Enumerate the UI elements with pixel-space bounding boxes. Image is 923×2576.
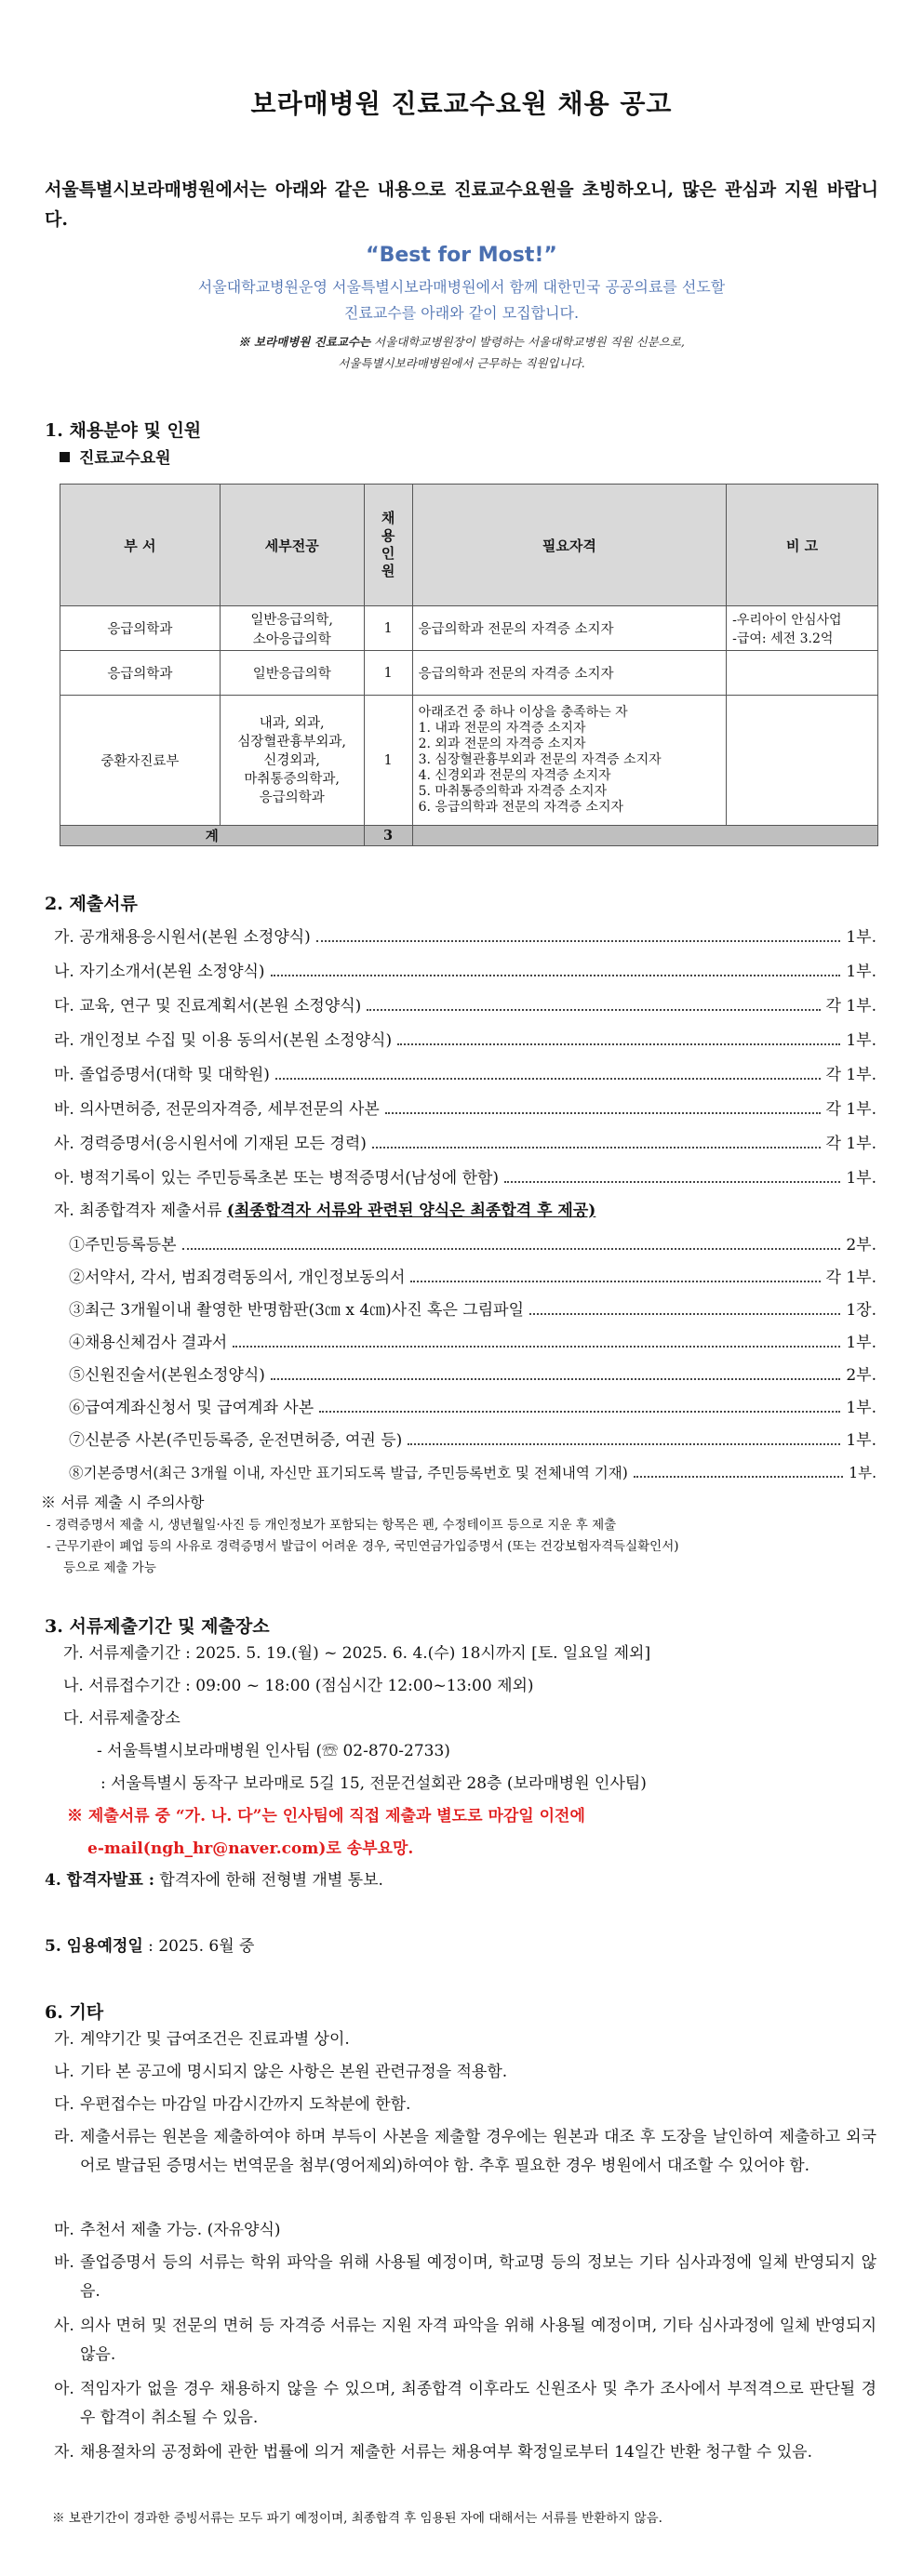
list-item xyxy=(69,1233,876,1257)
item-qty: 각 1부. xyxy=(825,1066,876,1084)
recruit-message-line-1: 서울대학교병원운영 서울특별시보라매병원에서 함께 대한민국 공공의료를 선도할 xyxy=(197,278,726,296)
item-text: 적임자가 없을 경우 채용하지 않을 수 있으며, 최종합격 이후라도 신원조사 및 추가 조사에서 부적격으로 판단될 경우 합격이 취소될 수 있음. xyxy=(80,2380,876,2427)
item-qty: 2부. xyxy=(846,1366,876,1385)
item-label: 가. 공개채용응시원서(본원 소정양식) xyxy=(54,928,311,947)
dot-leader xyxy=(634,1461,843,1478)
section-4-heading: 4. 합격자발표 : xyxy=(45,1871,154,1890)
email-notice-line-2: e-mail(ngh_hr@naver.com)로 송부요망. xyxy=(87,1839,414,1858)
section-5 xyxy=(45,1934,254,1959)
final-docs-heading xyxy=(54,1199,595,1224)
item-label: ③최근 3개월이내 촬영한 반명함판(3㎝ x 4㎝)사진 혹은 그림파일 xyxy=(69,1301,524,1320)
table-header-row xyxy=(60,485,878,606)
item-label: ②서약서, 각서, 범죄경력동의서, 개인정보동의서 xyxy=(69,1268,406,1287)
item-label: ①주민등록등본 xyxy=(69,1236,177,1255)
list-item xyxy=(69,1266,876,1290)
item-text: 제출서류는 원본을 제출하여야 하며 부득이 사본을 제출할 경우에는 원본과 대조 후 도장을 날인하여 제출하고 외국어로 발급된 증명서는 번역문을 첨부(영어제외)하여야 함. 추후 필요한 경우 병원에서 대조할 수 있어야 함. xyxy=(80,2128,876,2175)
item-key: 라. xyxy=(54,2128,74,2146)
caution-line-1: - 경력증명서 제출 시, 생년월일·사진 등 개인정보가 포함되는 항목은 펜, 수정테이프 등으로 지운 후 제출 xyxy=(47,1518,617,1533)
dot-leader xyxy=(316,925,841,942)
cell-count: 1 xyxy=(364,651,412,696)
caution-line-2: - 근무기관이 폐업 등의 사유로 경력증명서 발급이 어려운 경우, 국민연금가입증명서 (또는 건강보험자격득실확인서) xyxy=(47,1539,679,1554)
item-label: ④채용신체검사 결과서 xyxy=(69,1334,228,1352)
item-label: 마. 졸업증명서(대학 및 대학원) xyxy=(54,1066,270,1084)
dot-leader xyxy=(385,1097,821,1114)
table-row xyxy=(60,651,878,696)
final-docs-label: 자. 최종합격자 제출서류 xyxy=(54,1202,227,1220)
cell-qualification: 응급의학과 전문의 자격증 소지자 xyxy=(412,606,727,651)
cell-major: 일반응급의학 xyxy=(220,651,364,696)
section-5-text: : 2025. 6월 중 xyxy=(142,1937,255,1956)
item-label: 사. 경력증명서(응시원서에 기재된 모든 경력) xyxy=(54,1135,367,1153)
page-title: 보라매병원 진료교수요원 채용 공고 xyxy=(250,88,673,119)
reception-hours: 나. 서류접수기간 : 09:00 ~ 18:00 (점심시간 12:00~13:00 제외) xyxy=(63,1677,534,1695)
list-item xyxy=(54,2216,876,2245)
subheading-label: 진료교수요원 xyxy=(79,449,171,468)
item-qty: 2부. xyxy=(846,1236,876,1255)
item-qty: 각 1부. xyxy=(825,1135,876,1153)
list-item xyxy=(54,2375,876,2433)
dot-leader xyxy=(271,960,841,976)
item-text: 추천서 제출 가능. (자유양식) xyxy=(80,2221,281,2239)
list-item xyxy=(69,1428,876,1453)
list-item xyxy=(54,925,876,949)
total-count: 3 xyxy=(364,826,412,846)
list-item xyxy=(54,1166,876,1190)
list-item xyxy=(54,994,876,1018)
item-text: 계약기간 및 급여조건은 진료과별 상이. xyxy=(80,2030,350,2049)
list-item xyxy=(69,1331,876,1355)
submission-place-2: : 서울특별시 동작구 보라매로 5길 15, 전문건설회관 28층 (보라매병원 인사팀) xyxy=(100,1774,647,1793)
item-text: 우편접수는 마감일 마감시간까지 도착분에 한함. xyxy=(80,2095,411,2114)
slogan: “Best for Most!” xyxy=(366,244,557,267)
list-item xyxy=(54,2091,876,2119)
item-text: 의사 면허 및 전문의 면허 등 자격증 서류는 지원 자격 파악을 위해 사용될 예정이며, 기타 심사과정에 일체 반영되지 않음. xyxy=(80,2317,876,2364)
item-qty: 각 1부. xyxy=(825,1100,876,1119)
item-key: 가. xyxy=(54,2030,74,2049)
item-qty: 1부. xyxy=(846,1399,876,1417)
item-key: 아. xyxy=(54,2380,74,2398)
item-qty: 1부. xyxy=(846,1169,876,1188)
header-note: 비 고 xyxy=(727,485,878,606)
item-label: 라. 개인정보 수집 및 이용 동의서(본원 소정양식) xyxy=(54,1031,393,1050)
section-2-heading: 2. 제출서류 xyxy=(45,894,138,914)
dot-leader xyxy=(233,1331,840,1348)
status-note-rest: 서울대학교병원장이 발령하는 서울대학교병원 직원 신분으로, xyxy=(370,335,685,349)
dot-leader xyxy=(271,1363,840,1380)
final-docs-note: (최종합격자 서류와 관련된 양식은 최종합격 후 제공) xyxy=(226,1202,596,1220)
item-qty: 각 1부. xyxy=(825,997,876,1016)
item-label: ⑤신원진술서(본원소정양식) xyxy=(69,1366,265,1385)
item-qty: 1부. xyxy=(846,1031,876,1050)
item-key: 다. xyxy=(54,2095,74,2114)
submission-period: 가. 서류제출기간 : 2025. 5. 19.(월) ~ 2025. 6. 4.(수) 18시까지 [토. 일요일 제외] xyxy=(63,1644,651,1663)
section-5-heading: 5. 임용예정일 xyxy=(45,1937,143,1956)
list-item xyxy=(69,1298,876,1322)
caution-line-3: 등으로 제출 가능 xyxy=(63,1560,156,1575)
cell-count: 1 xyxy=(364,606,412,651)
status-note-bold: ※ 보라매병원 진료교수는 xyxy=(238,335,371,349)
item-qty: 1부. xyxy=(846,1334,876,1352)
intro-paragraph: 서울특별시보라매병원에서는 아래와 같은 내용으로 진료교수요원을 초빙하오니, 많은 관심과 지원 바랍니다. xyxy=(45,179,878,230)
cell-qualification: 아래조건 중 하나 이상을 충족하는 자 1. 내과 전문의 자격증 소지자 2. 외과 전문의 자격증 소지자 3. 심장혈관흉부외과 전문의 자격증 소지자 4. 신경외과 전문의 자격증 소지자 5. 마취통증의학과 자격증 소지자 6. 응급의학과 전문의 자격증 소지자 xyxy=(412,696,727,826)
header-count: 채 용 인 원 xyxy=(364,485,412,606)
item-label: ⑦신분증 사본(주민등록증, 운전면허증, 여권 등) xyxy=(69,1431,403,1450)
cell-note: -우리아이 안심사업 -급여: 세전 3.2억 xyxy=(727,606,878,651)
list-item xyxy=(54,1097,876,1122)
header-qualification: 필요자격 xyxy=(412,485,727,606)
header-major: 세부전공 xyxy=(220,485,364,606)
list-item xyxy=(54,2123,876,2181)
cell-dept: 응급의학과 xyxy=(60,606,221,651)
section-4-text: 합격자에 한해 전형별 개별 통보. xyxy=(154,1871,383,1890)
item-key: 바. xyxy=(54,2253,74,2272)
item-label: 아. 병적기록이 있는 주민등록초본 또는 병적증명서(남성에 한함) xyxy=(54,1169,500,1188)
item-key: 자. xyxy=(54,2443,74,2462)
item-key: 사. xyxy=(54,2317,74,2335)
item-key: 마. xyxy=(54,2221,74,2239)
dot-leader xyxy=(182,1233,841,1250)
list-item xyxy=(54,2312,876,2370)
list-item xyxy=(54,2249,876,2306)
section-6-heading: 6. 기타 xyxy=(45,2002,104,2023)
item-qty: 각 1부. xyxy=(825,1268,876,1287)
status-note-line-1 xyxy=(0,333,923,350)
total-blank xyxy=(412,826,877,846)
item-label: ⑧기본증명서(최근 3개월 이내, 자신만 표기되도록 발급, 주민등록번호 및 전체내역 기재) xyxy=(69,1465,628,1481)
recruit-message-line-2: 진료교수를 아래와 같이 모집합니다. xyxy=(343,304,580,322)
list-item xyxy=(69,1461,876,1485)
dot-leader xyxy=(372,1132,821,1149)
square-bullet-icon xyxy=(60,452,70,462)
list-item xyxy=(54,2058,876,2087)
footnote: ※ 보관기간이 경과한 증빙서류는 모두 파기 예정이며, 최종합격 후 임용된 자에 대해서는 서류를 반환하지 않음. xyxy=(52,2511,662,2526)
table-row xyxy=(60,696,878,826)
cell-note xyxy=(727,696,878,826)
cell-count: 1 xyxy=(364,696,412,826)
caution-title: ※ 서류 제출 시 주의사항 xyxy=(41,1494,205,1511)
cell-note xyxy=(727,651,878,696)
dot-leader xyxy=(275,1063,821,1080)
dot-leader xyxy=(504,1166,840,1183)
item-key: 나. xyxy=(54,2063,74,2081)
email-notice-line-1: ※ 제출서류 중 “가. 나. 다”는 인사팀에 직접 제출과 별도로 마감일 이전에 xyxy=(67,1807,585,1826)
submission-place-label: 다. 서류제출장소 xyxy=(63,1709,181,1728)
cell-major: 일반응급의학, 소아응급의학 xyxy=(220,606,364,651)
dot-leader xyxy=(397,1029,840,1045)
list-item xyxy=(54,1029,876,1053)
cell-major: 내과, 외과, 심장혈관흉부외과, 신경외과, 마취통증의학과, 응급의학과 xyxy=(220,696,364,826)
item-text: 기타 본 공고에 명시되지 않은 사항은 본원 관련규정을 적용함. xyxy=(80,2063,508,2081)
list-item xyxy=(54,960,876,984)
dot-leader xyxy=(319,1396,840,1413)
item-label: ⑥급여계좌신청서 및 급여계좌 사본 xyxy=(69,1399,314,1417)
list-item xyxy=(54,2438,876,2467)
section-1-heading: 1. 채용분야 및 인원 xyxy=(45,420,202,441)
dot-leader xyxy=(529,1298,840,1315)
list-item xyxy=(54,2025,876,2054)
section-4 xyxy=(45,1868,383,1893)
item-text: 졸업증명서 등의 서류는 학위 파악을 위해 사용될 예정이며, 학교명 등의 정보는 기타 심사과정에 일체 반영되지 않음. xyxy=(80,2253,876,2301)
item-qty: 1장. xyxy=(846,1301,876,1320)
list-item xyxy=(69,1363,876,1388)
table-row xyxy=(60,606,878,651)
item-qty: 1부. xyxy=(846,928,876,947)
header-dept: 부 서 xyxy=(60,485,221,606)
submission-place-1: - 서울특별시보라매병원 인사팀 (☏ 02-870-2733) xyxy=(97,1742,450,1760)
item-qty: 1부. xyxy=(846,1431,876,1450)
cell-dept: 중환자진료부 xyxy=(60,696,221,826)
item-label: 다. 교육, 연구 및 진료계획서(본원 소정양식) xyxy=(54,997,362,1016)
item-label: 나. 자기소개서(본원 소정양식) xyxy=(54,963,265,981)
cell-qualification: 응급의학과 전문의 자격증 소지자 xyxy=(412,651,727,696)
table-total-row xyxy=(60,826,878,846)
section-1-subheading xyxy=(60,445,171,468)
list-item xyxy=(54,1132,876,1156)
cell-dept: 응급의학과 xyxy=(60,651,221,696)
item-qty: 1부. xyxy=(846,963,876,981)
dot-leader xyxy=(408,1428,840,1445)
dot-leader xyxy=(410,1266,820,1282)
list-item xyxy=(54,1063,876,1087)
item-text: 채용절차의 공정화에 관한 법률에 의거 제출한 서류는 채용여부 확정일로부터 14일간 반환 청구할 수 있음. xyxy=(80,2443,813,2462)
item-qty: 1부. xyxy=(849,1465,876,1481)
list-item xyxy=(69,1396,876,1420)
item-label: 바. 의사면허증, 전문의자격증, 세부전문의 사본 xyxy=(54,1100,380,1119)
total-label: 계 xyxy=(60,826,365,846)
dot-leader xyxy=(367,994,820,1011)
recruitment-table xyxy=(60,484,878,846)
status-note-line-2: 서울특별시보라매병원에서 근무하는 직원입니다. xyxy=(338,356,585,370)
section-3-heading: 3. 서류제출기간 및 제출장소 xyxy=(45,1616,270,1637)
